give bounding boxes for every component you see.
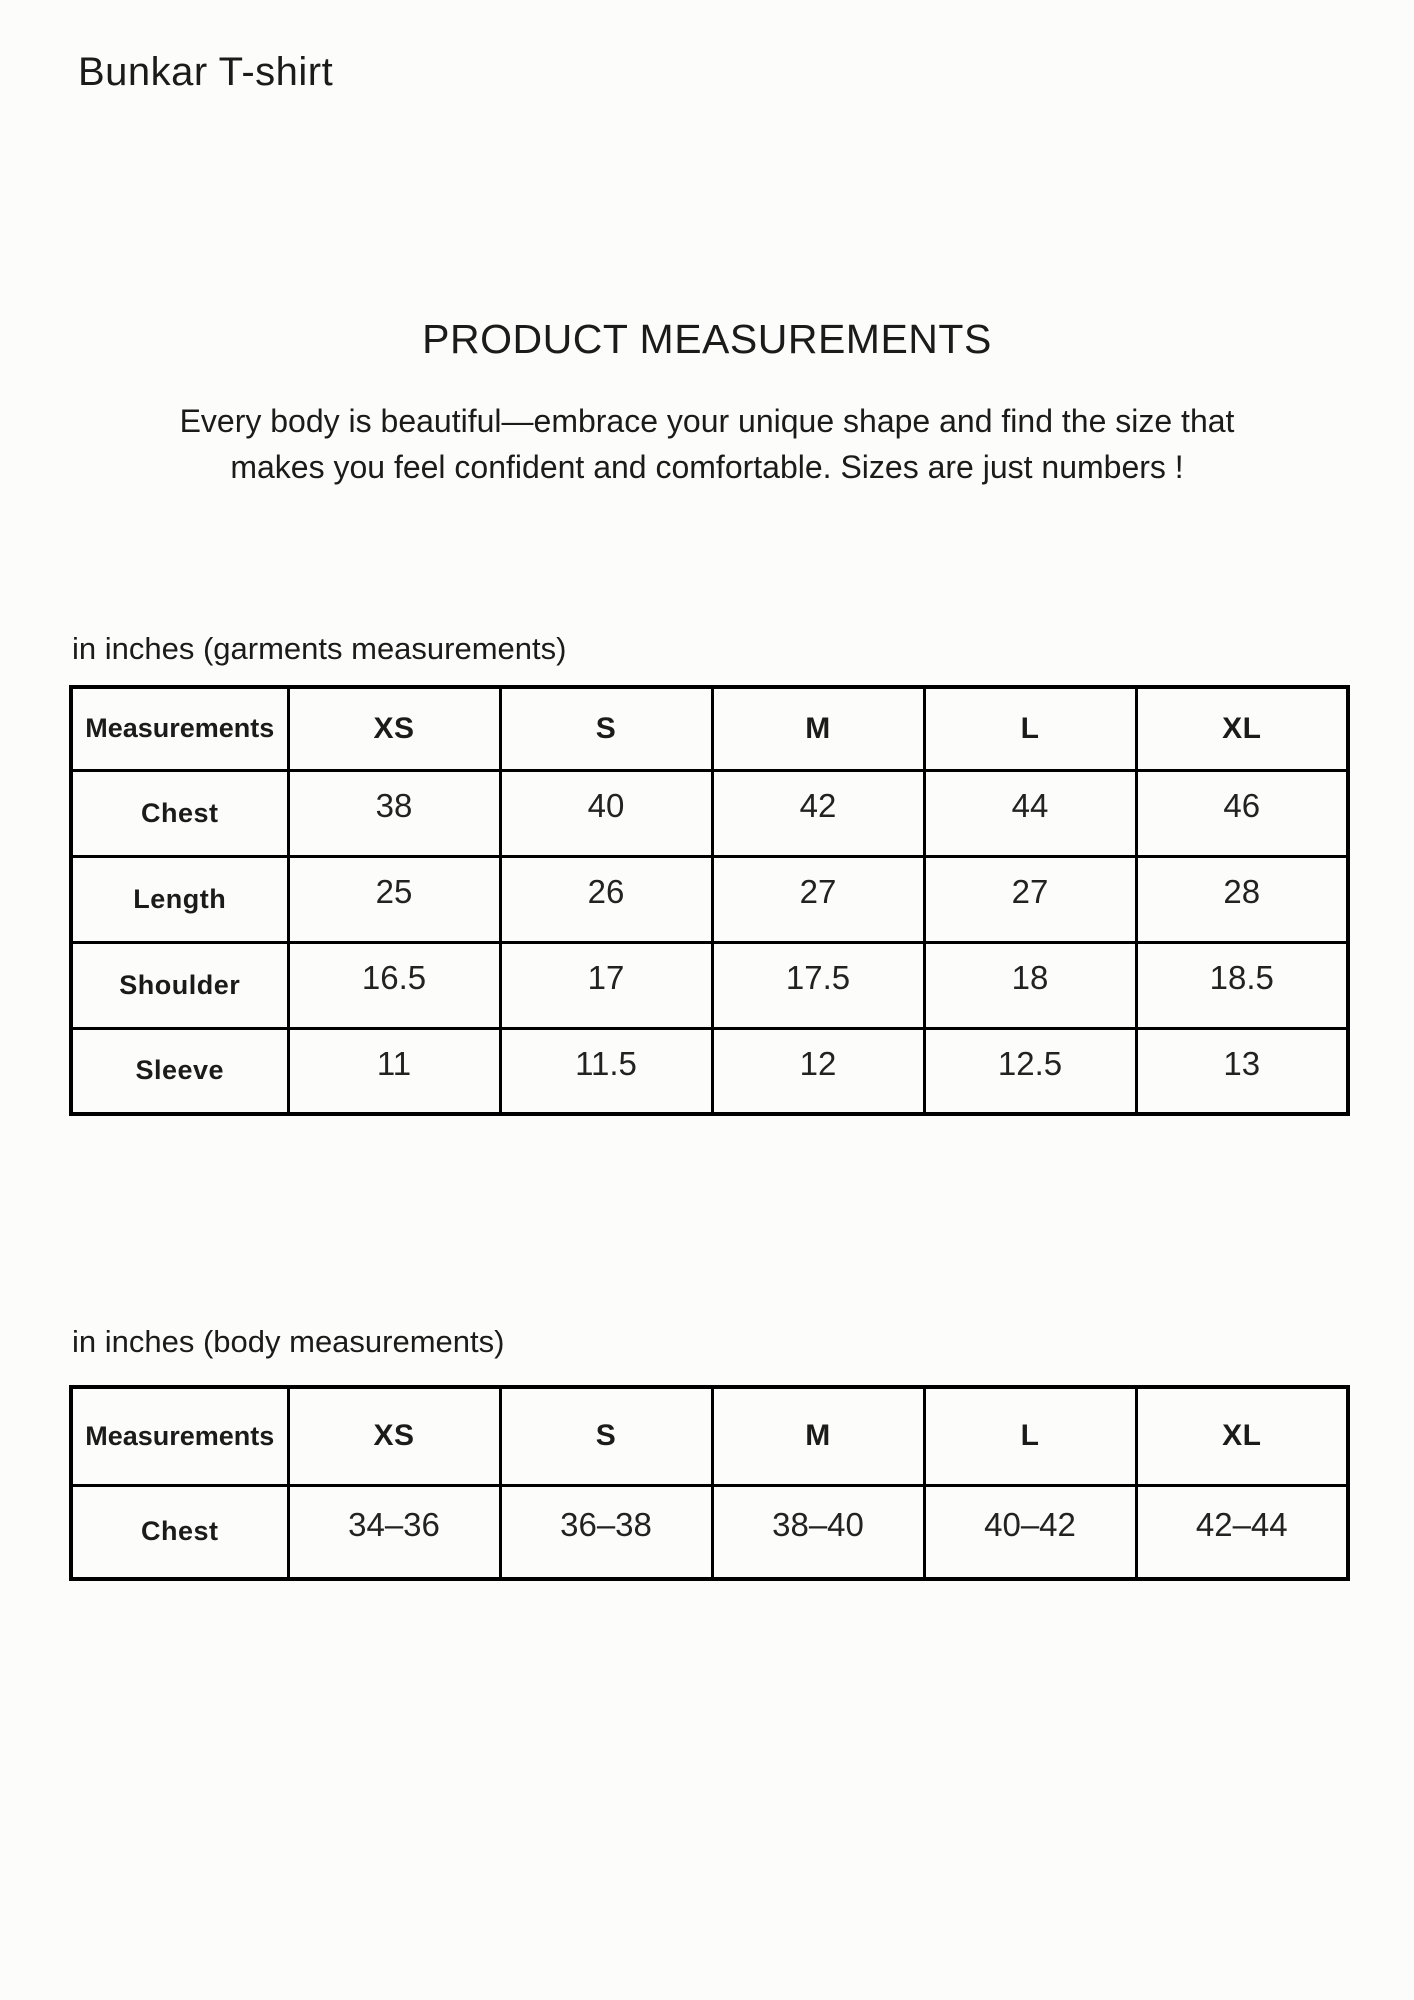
value-cell: 38–40 [712,1485,924,1579]
value-cell: 38 [288,770,500,856]
header-row [71,1387,1348,1485]
value-cell: 40 [500,770,712,856]
value-cell: 34–36 [288,1485,500,1579]
size-header-cell: L [924,687,1136,770]
body-table-caption: in inches (body measurements) [72,1324,505,1359]
value-cell: 16.5 [288,942,500,1028]
size-header-cell: M [712,1387,924,1485]
row-label-cell: Shoulder [71,942,288,1028]
size-header-cell: XS [288,687,500,770]
value-cell: 36–38 [500,1485,712,1579]
value-cell: 18 [924,942,1136,1028]
size-header-cell: L [924,1387,1136,1485]
table-row [71,770,1348,856]
header-row [71,687,1348,770]
value-cell: 18.5 [1136,942,1348,1028]
value-cell: 12 [712,1028,924,1114]
value-cell: 25 [288,856,500,942]
value-cell: 12.5 [924,1028,1136,1114]
row-label-cell: Length [71,856,288,942]
section-heading: PRODUCT MEASUREMENTS [422,316,992,362]
table-row [71,1485,1348,1579]
size-header-cell: M [712,687,924,770]
value-cell: 42–44 [1136,1485,1348,1579]
value-cell: 27 [712,856,924,942]
measurements-header-cell: Measurements [71,1387,288,1485]
value-cell: 11.5 [500,1028,712,1114]
value-cell: 42 [712,770,924,856]
value-cell: 11 [288,1028,500,1114]
row-label-cell: Chest [71,1485,288,1579]
value-cell: 46 [1136,770,1348,856]
body-measurements-table [69,1385,1350,1581]
garment-measurements-table [69,685,1350,1116]
size-header-cell: S [500,1387,712,1485]
size-header-cell: XL [1136,687,1348,770]
value-cell: 40–42 [924,1485,1136,1579]
value-cell: 17.5 [712,942,924,1028]
size-header-cell: XL [1136,1387,1348,1485]
table-row [71,1028,1348,1114]
table-row [71,942,1348,1028]
size-header-cell: S [500,687,712,770]
value-cell: 44 [924,770,1136,856]
subtitle-line: makes you feel confident and comfortable. Sizes are just numbers ! [230,449,1184,485]
measurements-header-cell: Measurements [71,687,288,770]
table-row [71,856,1348,942]
value-cell: 17 [500,942,712,1028]
subtitle [0,398,1414,490]
value-cell: 26 [500,856,712,942]
garments-table-caption: in inches (garments measurements) [72,631,567,666]
page-title: Bunkar T-shirt [78,50,334,94]
value-cell: 28 [1136,856,1348,942]
value-cell: 13 [1136,1028,1348,1114]
value-cell: 27 [924,856,1136,942]
size-header-cell: XS [288,1387,500,1485]
row-label-cell: Chest [71,770,288,856]
row-label-cell: Sleeve [71,1028,288,1114]
subtitle-line: Every body is beautiful—embrace your unique shape and find the size that [179,403,1235,439]
